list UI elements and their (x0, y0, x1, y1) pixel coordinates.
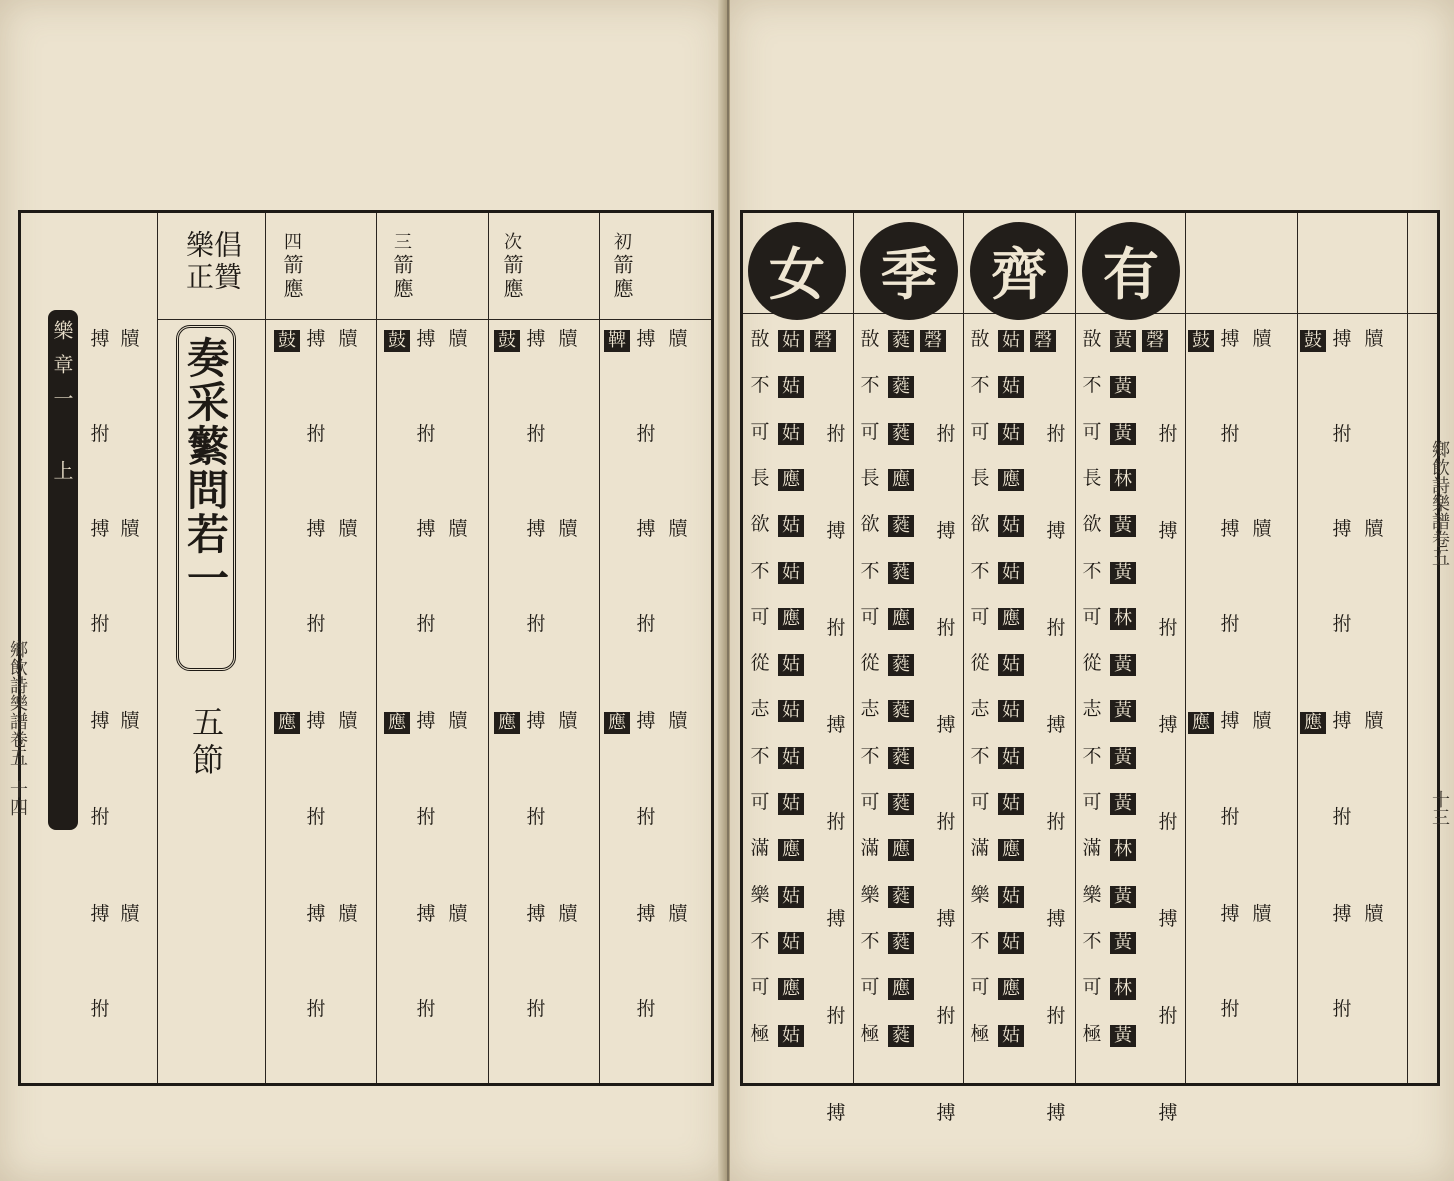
pitch-note: 黃 (1110, 700, 1136, 722)
pitch-note: 黃 (1110, 562, 1136, 584)
lyric-char: 極 (750, 1022, 770, 1045)
lyric-char: 不 (860, 374, 880, 397)
drum-char: 搏 (1158, 908, 1178, 930)
pitch-note: 應 (998, 469, 1024, 491)
pitch-note: 姑 (998, 793, 1024, 815)
drum-char: 搏 (416, 710, 436, 732)
left-page (0, 0, 726, 1181)
lyric-char: 不 (970, 559, 990, 582)
lyric-char: 敔 (860, 328, 880, 350)
lyric-char: 樂 (860, 883, 880, 906)
pitch-note: 姑 (778, 886, 804, 908)
chime-label: 磬 (920, 330, 946, 352)
drum-char: 拊 (1220, 613, 1240, 635)
lyric-char: 欲 (1082, 513, 1102, 536)
instrument-box: 應 (494, 712, 520, 734)
lyric-char: 不 (1082, 559, 1102, 582)
pitch-note: 姑 (778, 376, 804, 398)
drum-char: 搏 (826, 1102, 846, 1124)
page-title: 奏采蘩問若一 (181, 336, 230, 600)
drum-char: 拊 (826, 811, 846, 833)
drum-char: 搏 (1220, 328, 1240, 350)
pitch-note: 蕤 (888, 423, 914, 445)
instrument-box: 鼓 (494, 330, 520, 352)
pitch-note: 蕤 (888, 747, 914, 769)
pitch-note: 黃 (1110, 330, 1136, 352)
drum-char: 搏 (1220, 903, 1240, 925)
pitch-note: 應 (998, 978, 1024, 1000)
drum-char: 搏 (90, 710, 110, 732)
lyric-char: 欲 (970, 513, 990, 536)
lyric-char: 滿 (1082, 837, 1102, 860)
instrument-box: 鞞 (604, 330, 630, 352)
pitch-note: 應 (998, 608, 1024, 630)
drum-char: 搏 (826, 520, 846, 542)
drum-char: 搏 (1046, 520, 1066, 542)
drum-char: 牘 (1252, 710, 1272, 732)
drum-char: 搏 (826, 908, 846, 930)
lyric-char: 可 (970, 976, 990, 999)
pitch-note: 姑 (998, 423, 1024, 445)
pitch-note: 蕤 (888, 793, 914, 815)
lyric-char: 不 (750, 744, 770, 767)
drum-char: 牘 (1364, 518, 1384, 540)
drum-char: 拊 (1046, 617, 1066, 639)
pitch-note: 姑 (998, 886, 1024, 908)
pitch-note: 姑 (778, 747, 804, 769)
drum-char: 拊 (1158, 811, 1178, 833)
drum-char: 拊 (1332, 806, 1352, 828)
pitch-note: 黃 (1110, 932, 1136, 954)
pitch-note: 黃 (1110, 654, 1136, 676)
drum-char: 拊 (1332, 998, 1352, 1020)
drum-char: 牘 (120, 518, 140, 540)
pitch-note: 姑 (998, 700, 1024, 722)
pitch-note: 姑 (778, 515, 804, 537)
instrument-box: 應 (274, 712, 300, 734)
col-header-sub-3: 箭應 (500, 254, 524, 302)
col-header-3: 次 (501, 232, 522, 250)
pitch-note: 黃 (1110, 515, 1136, 537)
pitch-note: 黃 (1110, 793, 1136, 815)
drum-char: 拊 (526, 613, 546, 635)
pitch-note: 蕤 (888, 1025, 914, 1047)
col-header-sub-1: 箭應 (280, 254, 304, 302)
drum-char: 拊 (1158, 423, 1178, 445)
pitch-note: 姑 (778, 700, 804, 722)
lyric-char: 極 (1082, 1022, 1102, 1045)
drum-char: 牘 (120, 710, 140, 732)
drum-char: 牘 (668, 518, 688, 540)
divider (853, 213, 854, 1083)
col-header-2: 三 (391, 232, 412, 250)
lyric-char: 可 (750, 791, 770, 813)
drum-char: 搏 (90, 903, 110, 925)
instrument-box: 鼓 (1300, 330, 1326, 352)
lyric-char: 可 (750, 605, 770, 628)
divider (265, 213, 266, 1083)
section-label: 五節 (187, 705, 225, 781)
header-changzan: 倡贊 (210, 230, 243, 294)
chime-label: 磬 (1030, 330, 1056, 352)
drum-char: 搏 (1220, 710, 1240, 732)
drum-char: 拊 (416, 613, 436, 635)
drum-char: 搏 (826, 714, 846, 736)
drum-char: 牘 (120, 328, 140, 350)
header-rule (157, 319, 265, 320)
drum-char: 拊 (1046, 423, 1066, 445)
lyric-char: 樂 (750, 883, 770, 906)
pitch-note: 蕤 (888, 330, 914, 352)
drum-char: 拊 (416, 806, 436, 828)
lyric-char: 敔 (970, 328, 990, 350)
pitch-note: 黃 (1110, 886, 1136, 908)
right-margin-label: 鄉飲詩樂譜卷五 (1429, 440, 1450, 566)
drum-char: 搏 (1158, 1102, 1178, 1124)
drum-char: 搏 (1046, 714, 1066, 736)
drum-char: 搏 (526, 518, 546, 540)
drum-char: 搏 (636, 328, 656, 350)
pitch-note: 應 (888, 608, 914, 630)
lyric-char: 可 (1082, 605, 1102, 628)
lyric-char: 不 (1082, 374, 1102, 397)
drum-char: 搏 (306, 328, 326, 350)
pitch-note: 姑 (778, 1025, 804, 1047)
drum-char: 牘 (558, 518, 578, 540)
pitch-note: 蕤 (888, 515, 914, 537)
drum-char: 搏 (1046, 1102, 1066, 1124)
drum-char: 搏 (636, 710, 656, 732)
left-margin-number: 十四 (7, 780, 28, 816)
drum-char: 牘 (558, 328, 578, 350)
lyric-char: 長 (1082, 466, 1102, 489)
pitch-note: 姑 (778, 793, 804, 815)
drum-char: 搏 (1332, 903, 1352, 925)
lyric-char: 長 (860, 466, 880, 489)
drum-char: 搏 (936, 908, 956, 930)
pitch-note: 蕤 (888, 562, 914, 584)
lyric-char: 不 (750, 929, 770, 952)
drum-char: 搏 (90, 518, 110, 540)
pitch-note: 林 (1110, 608, 1136, 630)
drum-char: 牘 (448, 518, 468, 540)
lyric-char: 極 (970, 1022, 990, 1045)
pitch-note: 姑 (998, 376, 1024, 398)
lyric-char: 欲 (750, 513, 770, 536)
drum-char: 搏 (1220, 518, 1240, 540)
drum-char: 搏 (526, 328, 546, 350)
drum-char: 搏 (1332, 328, 1352, 350)
instrument-box: 鼓 (1188, 330, 1214, 352)
drum-char: 搏 (416, 903, 436, 925)
lyric-char: 可 (970, 791, 990, 813)
pitch-note: 黃 (1110, 423, 1136, 445)
drum-char: 拊 (936, 617, 956, 639)
drum-char: 拊 (1046, 1005, 1066, 1027)
left-margin-label: 鄉飲詩樂譜卷五 (7, 640, 28, 766)
lyric-circle-nu: 女 (748, 222, 846, 320)
pitch-note: 黃 (1110, 376, 1136, 398)
drum-char: 拊 (1046, 811, 1066, 833)
drum-char: 搏 (1158, 714, 1178, 736)
lyric-char: 滿 (750, 837, 770, 860)
drum-char: 牘 (338, 710, 358, 732)
drum-char: 牘 (448, 903, 468, 925)
lyric-char: 長 (970, 466, 990, 489)
drum-char: 牘 (558, 710, 578, 732)
pitch-note: 應 (998, 839, 1024, 861)
pitch-note: 蕤 (888, 932, 914, 954)
divider (599, 213, 600, 1083)
drum-char: 拊 (1158, 617, 1178, 639)
instrument-box: 鼓 (274, 330, 300, 352)
title-panel (176, 325, 236, 671)
drum-char: 拊 (936, 423, 956, 445)
header-yuezheng: 樂正 (182, 230, 215, 294)
drum-char: 搏 (1332, 518, 1352, 540)
col-header-sub-4: 箭應 (610, 254, 634, 302)
header-rule (265, 319, 711, 320)
drum-char: 拊 (526, 423, 546, 445)
lyric-char: 敔 (750, 328, 770, 350)
lyric-circle-ji: 季 (860, 222, 958, 320)
col-header-sub-2: 箭應 (390, 254, 414, 302)
drum-char: 拊 (936, 1005, 956, 1027)
drum-char: 牘 (1364, 328, 1384, 350)
pitch-note: 姑 (998, 654, 1024, 676)
lyric-char: 不 (970, 374, 990, 397)
pitch-note: 蕤 (888, 700, 914, 722)
lyric-char: 滿 (970, 837, 990, 860)
drum-char: 牘 (668, 903, 688, 925)
lyric-char: 敔 (1082, 328, 1102, 350)
drum-char: 牘 (338, 903, 358, 925)
lyric-char: 長 (750, 466, 770, 489)
pitch-note: 姑 (778, 423, 804, 445)
lyric-char: 不 (860, 929, 880, 952)
pitch-note: 姑 (998, 932, 1024, 954)
chime-label: 磬 (1142, 330, 1168, 352)
drum-char: 牘 (558, 903, 578, 925)
lyric-char: 志 (860, 698, 880, 721)
pitch-note: 應 (888, 839, 914, 861)
drum-char: 牘 (1252, 903, 1272, 925)
pitch-note: 應 (778, 978, 804, 1000)
drum-char: 拊 (526, 998, 546, 1020)
drum-char: 拊 (1220, 806, 1240, 828)
drum-char: 拊 (826, 617, 846, 639)
pitch-note: 姑 (778, 562, 804, 584)
lyric-char: 從 (750, 652, 770, 675)
lyric-char: 不 (970, 744, 990, 767)
spine-band (48, 310, 78, 830)
divider (376, 213, 377, 1083)
pitch-note: 應 (778, 839, 804, 861)
divider (963, 213, 964, 1083)
lyric-char: 從 (1082, 652, 1102, 675)
drum-char: 牘 (448, 328, 468, 350)
lyric-char: 不 (1082, 929, 1102, 952)
instrument-box: 應 (384, 712, 410, 734)
lyric-char: 樂 (970, 883, 990, 906)
drum-char: 牘 (120, 903, 140, 925)
lyric-char: 可 (750, 420, 770, 443)
right-margin-number: 十三 (1429, 790, 1450, 826)
lyric-char: 不 (750, 559, 770, 582)
lyric-char: 志 (970, 698, 990, 721)
drum-char: 搏 (936, 1102, 956, 1124)
pitch-note: 姑 (998, 330, 1024, 352)
drum-char: 拊 (90, 998, 110, 1020)
lyric-char: 極 (860, 1022, 880, 1045)
lyric-char: 滿 (860, 837, 880, 860)
pitch-note: 姑 (998, 562, 1024, 584)
drum-char: 牘 (668, 328, 688, 350)
lyric-char: 欲 (860, 513, 880, 536)
pitch-note: 黃 (1110, 1025, 1136, 1047)
drum-char: 拊 (526, 806, 546, 828)
lyric-char: 從 (970, 652, 990, 675)
pitch-note: 林 (1110, 469, 1136, 491)
drum-char: 拊 (826, 1005, 846, 1027)
drum-char: 搏 (526, 903, 546, 925)
drum-char: 搏 (1332, 710, 1352, 732)
lyric-char: 可 (860, 791, 880, 813)
drum-char: 牘 (1252, 328, 1272, 350)
drum-char: 拊 (636, 998, 656, 1020)
pitch-note: 蕤 (888, 886, 914, 908)
drum-char: 牘 (338, 518, 358, 540)
divider (1185, 213, 1186, 1083)
drum-char: 拊 (1158, 1005, 1178, 1027)
drum-char: 搏 (416, 518, 436, 540)
drum-char: 搏 (636, 903, 656, 925)
drum-char: 拊 (1332, 613, 1352, 635)
chime-label: 磬 (810, 330, 836, 352)
drum-char: 搏 (90, 328, 110, 350)
pitch-note: 黃 (1110, 747, 1136, 769)
col-header-4: 初 (611, 232, 632, 250)
drum-char: 拊 (1220, 998, 1240, 1020)
pitch-note: 姑 (778, 654, 804, 676)
drum-char: 搏 (526, 710, 546, 732)
instrument-box: 鼓 (384, 330, 410, 352)
instrument-box: 應 (604, 712, 630, 734)
lyric-char: 可 (1082, 420, 1102, 443)
col-header-1: 四 (281, 232, 302, 250)
lyric-char: 不 (860, 559, 880, 582)
drum-char: 拊 (306, 613, 326, 635)
drum-char: 搏 (936, 714, 956, 736)
lyric-char: 不 (1082, 744, 1102, 767)
drum-char: 拊 (90, 423, 110, 445)
pitch-note: 姑 (778, 932, 804, 954)
drum-char: 拊 (636, 423, 656, 445)
pitch-note: 姑 (998, 1025, 1024, 1047)
drum-char: 搏 (306, 518, 326, 540)
lyric-char: 不 (750, 374, 770, 397)
drum-char: 拊 (306, 806, 326, 828)
lyric-char: 可 (1082, 976, 1102, 999)
divider (488, 213, 489, 1083)
drum-char: 搏 (636, 518, 656, 540)
drum-char: 拊 (306, 998, 326, 1020)
lyric-char: 不 (970, 929, 990, 952)
lyric-char: 可 (970, 605, 990, 628)
drum-char: 搏 (306, 710, 326, 732)
pitch-note: 林 (1110, 839, 1136, 861)
drum-char: 拊 (90, 613, 110, 635)
drum-char: 拊 (636, 806, 656, 828)
lyric-char: 可 (750, 976, 770, 999)
drum-char: 拊 (90, 806, 110, 828)
spine-label: 樂章一 上 (50, 320, 74, 494)
lyric-char: 可 (860, 976, 880, 999)
drum-char: 牘 (338, 328, 358, 350)
pitch-note: 應 (778, 608, 804, 630)
drum-char: 拊 (416, 998, 436, 1020)
instrument-box: 應 (1300, 712, 1326, 734)
drum-char: 牘 (1252, 518, 1272, 540)
drum-char: 拊 (1332, 423, 1352, 445)
divider (1075, 213, 1076, 1083)
lyric-char: 可 (860, 420, 880, 443)
divider (157, 213, 158, 1083)
pitch-note: 姑 (998, 747, 1024, 769)
right-page (730, 0, 1454, 1181)
drum-char: 拊 (936, 811, 956, 833)
drum-char: 搏 (936, 520, 956, 542)
pitch-note: 蕤 (888, 654, 914, 676)
lyric-char: 可 (860, 605, 880, 628)
drum-char: 牘 (1364, 710, 1384, 732)
lyric-char: 志 (1082, 698, 1102, 721)
drum-char: 拊 (826, 423, 846, 445)
pitch-note: 姑 (998, 515, 1024, 537)
drum-char: 牘 (448, 710, 468, 732)
divider (1407, 213, 1408, 1083)
drum-char: 拊 (636, 613, 656, 635)
pitch-note: 林 (1110, 978, 1136, 1000)
lyric-circle-qi: 齊 (970, 222, 1068, 320)
drum-char: 拊 (306, 423, 326, 445)
header-rule (743, 313, 1437, 314)
lyric-circle-you: 有 (1082, 222, 1180, 320)
pitch-note: 蕤 (888, 376, 914, 398)
lyric-char: 可 (970, 420, 990, 443)
divider (1297, 213, 1298, 1083)
drum-char: 牘 (1364, 903, 1384, 925)
pitch-note: 姑 (778, 330, 804, 352)
lyric-char: 不 (860, 744, 880, 767)
drum-char: 牘 (668, 710, 688, 732)
drum-char: 搏 (306, 903, 326, 925)
drum-char: 搏 (416, 328, 436, 350)
lyric-char: 樂 (1082, 883, 1102, 906)
drum-char: 拊 (1220, 423, 1240, 445)
drum-char: 搏 (1158, 520, 1178, 542)
drum-char: 拊 (416, 423, 436, 445)
instrument-box: 應 (1188, 712, 1214, 734)
pitch-note: 應 (888, 978, 914, 1000)
pitch-note: 應 (778, 469, 804, 491)
lyric-char: 志 (750, 698, 770, 721)
drum-char: 搏 (1046, 908, 1066, 930)
pitch-note: 應 (888, 469, 914, 491)
lyric-char: 可 (1082, 791, 1102, 813)
lyric-char: 從 (860, 652, 880, 675)
